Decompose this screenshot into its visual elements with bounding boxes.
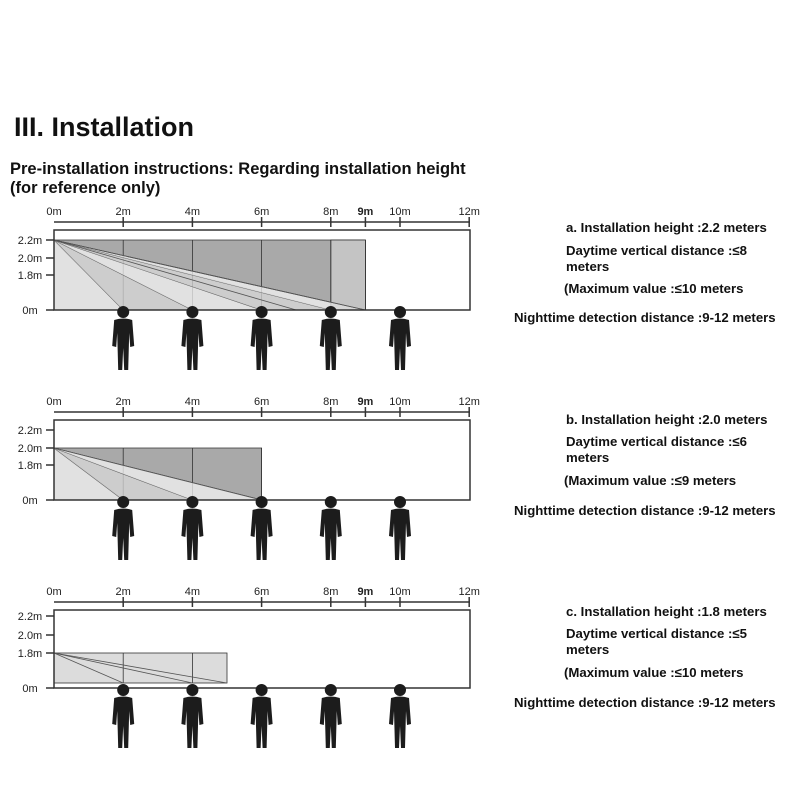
- info-c-maximum: (Maximum value :≤10 meters: [564, 665, 744, 680]
- installation-diagram-b: [0, 390, 500, 570]
- info-a-daytime: Daytime vertical distance :≤8: [566, 243, 747, 258]
- person-silhouette-2: [251, 306, 273, 370]
- y-tick-label: 0m: [22, 495, 38, 507]
- info-a-daytime-unit: meters: [566, 259, 610, 274]
- person-body: [389, 697, 411, 749]
- person-body: [112, 509, 134, 561]
- x-tick-label: 12m: [458, 206, 480, 218]
- person-head: [117, 496, 129, 508]
- y-tick-label: 2.0m: [17, 443, 43, 455]
- person-body: [389, 319, 411, 371]
- x-tick-label: 0m: [46, 586, 62, 598]
- info-b-height: b. Installation height :2.0 meters: [566, 412, 768, 427]
- subtitle-line-1: Pre-installation instructions: Regarding installation height: [10, 160, 466, 178]
- x-tick-label: 4m: [184, 206, 201, 218]
- x-tick-label: 8m: [323, 206, 339, 218]
- person-body: [320, 697, 342, 749]
- person-head: [256, 684, 268, 696]
- person-silhouette-2: [251, 496, 273, 560]
- person-head: [186, 684, 198, 696]
- x-tick-label: 2m: [115, 206, 131, 218]
- x-tick-label: 9m: [357, 396, 374, 408]
- x-tick-label: 4m: [184, 396, 201, 408]
- person-silhouette-0: [112, 684, 134, 748]
- person-silhouette-4: [389, 496, 411, 560]
- x-tick-label: 6m: [253, 396, 270, 408]
- person-head: [394, 496, 406, 508]
- person-head: [325, 496, 337, 508]
- person-head: [325, 684, 337, 696]
- person-head: [325, 306, 337, 318]
- info-a-nighttime: Nighttime detection distance :9-12 meters: [514, 310, 776, 325]
- person-body: [251, 319, 273, 371]
- y-tick-label: 1.8m: [17, 460, 43, 472]
- person-head: [186, 496, 198, 508]
- info-b-daytime-unit: meters: [566, 450, 610, 465]
- x-tick-label: 6m: [253, 586, 270, 598]
- person-body: [389, 509, 411, 561]
- x-tick-label: 2m: [115, 396, 131, 408]
- x-tick-label: 0m: [46, 206, 62, 218]
- info-panel-a: [505, 220, 800, 330]
- info-panel-b: [505, 412, 800, 522]
- person-silhouette-1: [181, 306, 203, 370]
- person-head: [256, 306, 268, 318]
- person-head: [394, 684, 406, 696]
- x-tick-label: 4m: [184, 586, 201, 598]
- info-a-maximum: (Maximum value :≤10 meters: [564, 281, 744, 296]
- person-head: [394, 306, 406, 318]
- info-b-daytime: Daytime vertical distance :≤6: [566, 434, 747, 449]
- person-silhouette-3: [320, 496, 342, 560]
- person-silhouette-1: [181, 496, 203, 560]
- y-tick-label: 0m: [22, 305, 38, 317]
- y-tick-label: 0m: [22, 683, 38, 695]
- person-silhouette-4: [389, 306, 411, 370]
- person-head: [186, 306, 198, 318]
- x-tick-label: 9m: [357, 586, 374, 598]
- installation-diagram-a: [0, 200, 500, 380]
- y-tick-label: 2.0m: [17, 630, 43, 642]
- person-body: [320, 509, 342, 561]
- y-tick-label: 2.0m: [17, 253, 43, 265]
- person-head: [256, 496, 268, 508]
- info-c-nighttime: Nighttime detection distance :9-12 meters: [514, 695, 776, 710]
- page-subtitle: [10, 160, 510, 198]
- person-body: [112, 697, 134, 749]
- x-tick-label: 6m: [253, 206, 270, 218]
- subtitle-line-2: (for reference only): [10, 179, 161, 197]
- y-tick-label: 2.2m: [17, 235, 43, 247]
- person-body: [181, 509, 203, 561]
- detection-zone-far: [331, 240, 366, 310]
- y-tick-label: 2.2m: [17, 611, 43, 623]
- info-b-nighttime: Nighttime detection distance :9-12 meters: [514, 503, 776, 518]
- person-silhouette-0: [112, 306, 134, 370]
- person-silhouette-0: [112, 496, 134, 560]
- y-tick-label: 1.8m: [17, 270, 43, 282]
- x-tick-label: 12m: [458, 586, 480, 598]
- person-body: [251, 509, 273, 561]
- person-head: [117, 684, 129, 696]
- y-tick-label: 2.2m: [17, 425, 43, 437]
- x-tick-label: 8m: [323, 396, 339, 408]
- y-tick-label: 1.8m: [17, 648, 43, 660]
- page-title: III. Installation: [14, 112, 195, 142]
- person-body: [320, 319, 342, 371]
- person-silhouette-2: [251, 684, 273, 748]
- info-panel-c: [505, 604, 800, 714]
- x-tick-label: 10m: [389, 396, 411, 408]
- info-c-daytime: Daytime vertical distance :≤5: [566, 626, 747, 641]
- person-body: [181, 697, 203, 749]
- installation-diagram-c: [0, 580, 500, 760]
- person-body: [181, 319, 203, 371]
- person-silhouette-3: [320, 306, 342, 370]
- x-tick-label: 2m: [115, 586, 131, 598]
- person-body: [251, 697, 273, 749]
- x-tick-label: 10m: [389, 586, 411, 598]
- info-c-daytime-unit: meters: [566, 642, 610, 657]
- person-silhouette-3: [320, 684, 342, 748]
- person-silhouette-1: [181, 684, 203, 748]
- person-head: [117, 306, 129, 318]
- person-body: [112, 319, 134, 371]
- info-b-maximum: (Maximum value :≤9 meters: [564, 473, 737, 488]
- person-silhouette-4: [389, 684, 411, 748]
- x-tick-label: 9m: [357, 206, 374, 218]
- x-tick-label: 0m: [46, 396, 62, 408]
- x-tick-label: 12m: [458, 396, 480, 408]
- info-a-height: a. Installation height :2.2 meters: [566, 220, 767, 235]
- x-tick-label: 10m: [389, 206, 411, 218]
- info-c-height: c. Installation height :1.8 meters: [566, 604, 767, 619]
- x-tick-label: 8m: [323, 586, 339, 598]
